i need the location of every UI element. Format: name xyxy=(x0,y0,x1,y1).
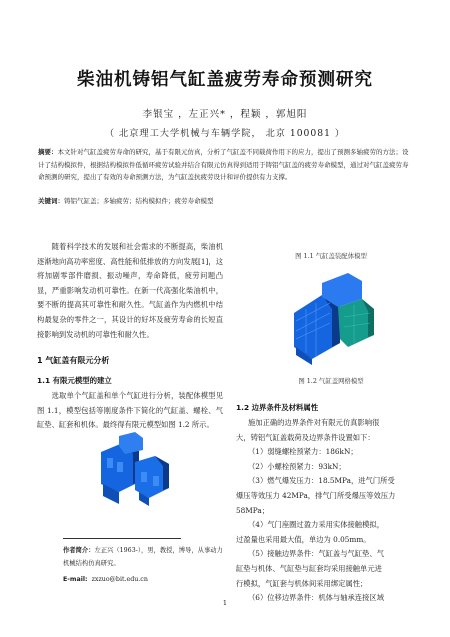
bc-line: 施加正确的边界条件对有限元仿真影响很 xyxy=(248,418,380,427)
figure-caption-1: 图 1.1 气缸盖装配体模型 xyxy=(295,252,367,260)
bc-line: 过盈量也采用最大值，单边为 0.05mm。 xyxy=(236,534,371,544)
mesh-model-figure xyxy=(282,273,382,365)
abstract-label: 摘要： xyxy=(38,148,58,156)
page-number: 1 xyxy=(222,599,228,607)
figure-caption-2: 图 1.2 气缸盖网格模型 xyxy=(298,377,364,385)
assembly-model-figure xyxy=(95,432,175,507)
intro-paragraph: 随着科学技术的发展和社会需求的不断提高，柴油机逐渐地向高功率密度、高性能和低排放的方向发展[1]，这将加剧零部件磨损、振动噪声，寿命降低，疲劳问题凸显，严重影响发动机可靠性。在新一代高强化柴油机中，要不断的提高其可靠性和耐久性。气缸盖作为内燃机中结构最复杂的零件之一，其设计的好坏及疲劳寿命的长短直接影响到发动机的可靠性和耐久性。 xyxy=(37,242,223,339)
bc-line: 大，铸铝气缸盖载荷及边界条件设置如下： xyxy=(236,432,375,442)
footnote-label: 作者简介： xyxy=(63,547,95,554)
footnote-text: 左正兴（1963-），男，教授，博导，从事动力机械结构仿真研究。 xyxy=(63,547,223,567)
email-label: E-mail: xyxy=(63,576,88,583)
bc-line: 行模拟，气缸套与机体间采用绑定属性； xyxy=(236,578,368,588)
paper-title: 柴油机铸铝气缸盖疲劳寿命预测研究 xyxy=(77,70,373,90)
section-heading-1-1: 1.1 有限元模型的建立 xyxy=(37,376,112,385)
bc-line: （4）气门座圈过盈力采用实体接触模拟， xyxy=(248,520,384,530)
author-list: 李银宝 ，左正兴* ，程颖 ，郭旭阳 xyxy=(142,109,308,120)
abstract-text: 本文针对气缸盖疲劳寿命的研究，基于有限元仿真，分析了气缸盖不同载荷作用下的应力，提出了预测多轴疲劳的方法；设计了结构模拟件，根据结构模拟件低循环疲劳试验并结合有限元仿真得到适用于铸铝气缸盖的疲劳寿命模型，通过对气缸盖疲劳寿命预测的研究，提出了有效的寿命预测方法，为气缸盖抗疲劳设计和评价提供有力支撑。 xyxy=(38,148,409,181)
bc-line: 爆压等效压力 42MPa，排气门所受爆压等效压力 xyxy=(236,490,396,500)
footnote-rule xyxy=(63,538,181,539)
author-footnote xyxy=(63,544,223,570)
bc-line: 缸垫与机体、气缸垫与缸套均采用接触单元进 xyxy=(236,563,382,573)
model-paragraph: 选取单个气缸盖和单个气缸进行分析，装配体模型见图 1.1，模型包括等刚度条件下简化的气缸盖、螺栓、气缸垫、缸套和机体。最终得有限元模型如图 1.2 所示。 xyxy=(37,391,223,430)
abstract xyxy=(38,146,414,184)
keywords-label: 关键词： xyxy=(38,197,64,205)
email-value: zxzuo@bit.edu.cn xyxy=(91,576,148,583)
keywords-text: 铸铝气缸盖；多轴疲劳；结构模拟件；疲劳寿命模型 xyxy=(64,197,214,205)
email-footnote xyxy=(63,576,148,583)
bc-line: （2）小螺栓预紧力：93kN； xyxy=(248,461,346,471)
bc-line: （1）弱缝螺栓预紧力：186kN； xyxy=(248,447,358,457)
section-heading-1: 1 气缸盖有限元分析 xyxy=(37,356,110,365)
boundary-conditions xyxy=(236,416,424,606)
keywords xyxy=(38,195,414,207)
bc-line: 58MPa； xyxy=(236,505,269,515)
affiliation: （ 北京理工大学机械与车辆学院， 北京 100081 ） xyxy=(104,128,346,139)
bc-line: （5）接触边界条件：气缸盖与气缸垫、气 xyxy=(248,549,384,559)
bc-line: （3）燃气爆发压力：18.5MPa，进气门所受 xyxy=(248,476,395,486)
section-heading-1-2: 1.2 边界条件及材料属性 xyxy=(236,403,319,412)
bc-line: （6）位移边界条件：机体与轴承连接区域 xyxy=(248,593,384,603)
